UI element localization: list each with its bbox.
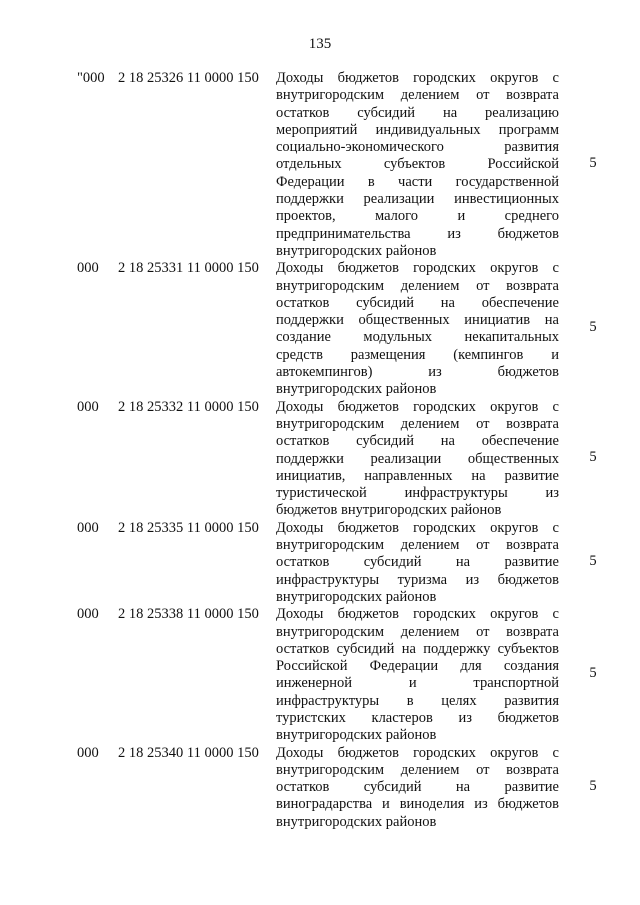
description-line: туристских кластеров из бюджетов (276, 709, 559, 726)
admin-code-cell: "000 (77, 70, 105, 86)
budget-code-cell: 2 18 25332 11 0000 150 (118, 398, 259, 415)
description-line: внутригородским делением от возврата (276, 415, 559, 432)
description-line: Доходы бюджетов городских округов с (276, 70, 559, 86)
description-cell (276, 260, 559, 398)
description-line: проектов, малого и среднего (276, 208, 559, 225)
description-line: Доходы бюджетов городских округов с (276, 519, 559, 536)
description-line: инфраструктуры туризма из бюджетов (276, 571, 559, 588)
description-line: социально-экономического развития (276, 139, 559, 156)
description-line: поддержки реализации общественных (276, 450, 559, 467)
description-line: предпринимательства из бюджетов (276, 225, 559, 242)
budget-code-cell: 2 18 25331 11 0000 150 (118, 260, 259, 277)
description-line: автокемпингов) из бюджетов (276, 364, 559, 381)
value-cell: 5 (589, 552, 597, 569)
admin-code-cell: 000 (77, 744, 99, 761)
description-line: Доходы бюджетов городских округов с (276, 398, 559, 415)
description-line: внутригородских районов (276, 813, 437, 830)
admin-code-cell: 000 (77, 398, 99, 415)
admin-code-cell: 000 (77, 519, 99, 536)
description-line: средств размещения (кемпингов и (276, 346, 559, 363)
description-cell (276, 399, 559, 520)
budget-code-table (77, 70, 597, 831)
description-line: внутригородским делением от возврата (276, 761, 559, 778)
description-line: Доходы бюджетов городских округов с (276, 606, 559, 623)
description-line: туристической инфраструктуры из (276, 485, 559, 502)
description-line: мероприятий индивидуальных программ (276, 121, 559, 138)
description-line: внутригородских районов (276, 727, 437, 744)
description-line: отдельных субъектов Российской (276, 156, 559, 173)
description-line: Российской Федерации для создания (276, 658, 559, 675)
description-line: остатков субсидий на развитие (276, 779, 559, 796)
admin-code-cell: 000 (77, 606, 99, 623)
table-row (77, 606, 597, 744)
description-line: внутригородским делением от возврата (276, 623, 559, 640)
description-line: внутригородским делением от возврата (276, 277, 559, 294)
description-line: инициатив, направленных на развитие (276, 467, 559, 484)
description-line: инфраструктуры в целях развития (276, 692, 559, 709)
description-line: остатков субсидий на реализацию (276, 104, 559, 121)
description-line: бюджетов внутригородских районов (276, 502, 502, 519)
description-cell (276, 520, 559, 606)
description-line: Доходы бюджетов городских округов с (276, 744, 559, 761)
description-line: остатков субсидий на развитие (276, 554, 559, 571)
budget-code-cell: 2 18 25335 11 0000 150 (118, 519, 259, 536)
description-line: внутригородских районов (276, 242, 437, 259)
value-cell: 5 (589, 319, 597, 336)
budget-code-cell: 2 18 25338 11 0000 150 (118, 606, 259, 623)
table-row (77, 260, 597, 398)
description-line: создание модульных некапитальных (276, 329, 559, 346)
description-line: внутригородским делением от возврата (276, 87, 559, 104)
description-line: остатков субсидий на обеспечение (276, 294, 559, 311)
admin-code-cell: 000 (77, 260, 99, 277)
budget-code-cell: 2 18 25326 11 0000 150 (118, 70, 259, 86)
description-line: поддержки реализации инвестиционных (276, 191, 559, 208)
table-row (77, 519, 597, 606)
table-row (77, 398, 597, 520)
description-line: виноградарства и виноделия из бюджетов (276, 796, 559, 813)
description-cell (276, 745, 559, 831)
description-line: поддержки общественных инициатив на (276, 312, 559, 329)
description-line: внутригородских районов (276, 381, 437, 398)
value-cell: 5 (589, 155, 597, 172)
value-cell: 5 (589, 665, 597, 682)
value-cell: 5 (589, 777, 597, 794)
budget-code-cell: 2 18 25340 11 0000 150 (118, 744, 259, 761)
table-row (77, 744, 597, 831)
description-line: внутригородских районов (276, 588, 437, 605)
description-line: внутригородским делением от возврата (276, 537, 559, 554)
page-number: 135 (308, 36, 332, 52)
description-line: остатков субсидий на поддержку субъектов (276, 640, 559, 657)
description-line: остатков субсидий на обеспечение (276, 433, 559, 450)
description-cell (276, 70, 559, 260)
value-cell: 5 (589, 449, 597, 466)
description-cell (276, 606, 559, 744)
description-line: Федерации в части государственной (276, 173, 559, 190)
description-line: инженерной и транспортной (276, 675, 559, 692)
table-row (77, 70, 597, 260)
description-line: Доходы бюджетов городских округов с (276, 260, 559, 277)
